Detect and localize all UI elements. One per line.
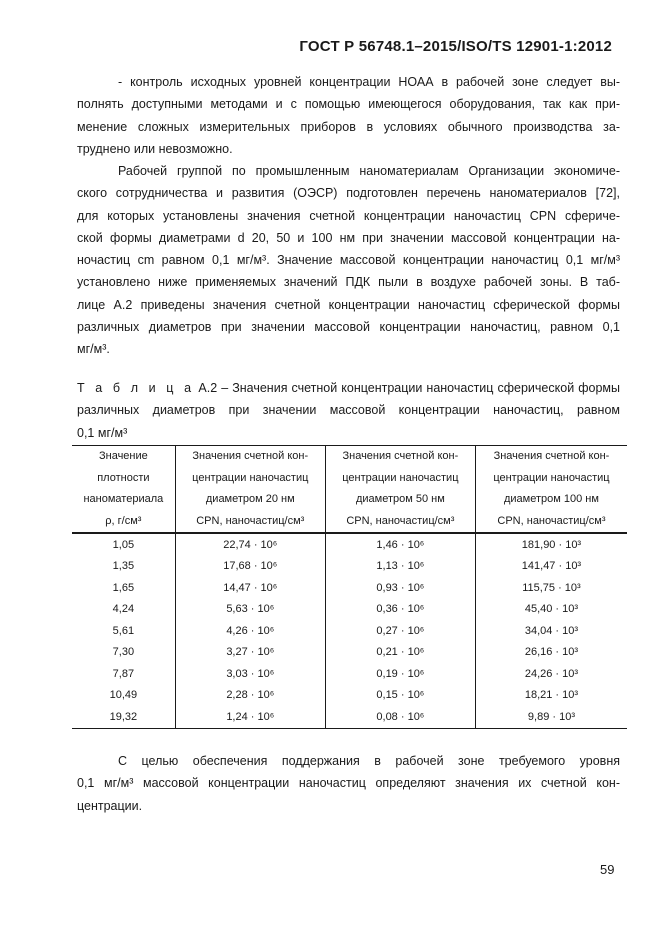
text-line: ской формы диаметрами d 20, 50 и 100 нм при значении массовой концентрации на- <box>77 230 620 245</box>
header-cell-density <box>72 446 175 534</box>
table-cell: 7,87 <box>112 667 135 680</box>
paragraph-3 <box>77 750 620 817</box>
table-cell: 0,19 · 10⁶ <box>325 663 475 685</box>
table-cell: 19,32 <box>72 706 175 729</box>
header-line: центрации наночастиц <box>192 471 309 484</box>
table-cell: 1,24 · 10⁶ <box>175 706 325 729</box>
table-cell: 181,90 · 10³ <box>475 533 627 556</box>
header-line: диаметром 20 нм <box>205 493 295 505</box>
text-line: ночастиц cm равном 0,1 мг/м³. Значение массовой концентрации наночастиц 0,1 мг/м³ <box>77 253 620 268</box>
table-cell: 115,75 · 10³ <box>475 577 627 599</box>
document-header: ГОСТ Р 56748.1–2015/ISO/TS 12901-1:2012 <box>299 38 612 55</box>
header-cell-50nm <box>325 446 475 534</box>
header-line: диаметром 50 нм <box>355 493 445 505</box>
caption-line: различных диаметров при значении массовой концентрации наночастиц, равном <box>77 403 620 418</box>
table-cell: 34,04 · 10³ <box>475 620 627 642</box>
text-line: лице А.2 приведены значения счетной концентрации наночастиц сферической формы <box>77 297 620 312</box>
table-cell: 1,65 <box>112 581 135 594</box>
table-cell: 0,27 · 10⁶ <box>325 620 475 642</box>
header-cell-20nm <box>175 446 325 534</box>
table-cell: 26,16 · 10³ <box>475 642 627 664</box>
table-row <box>72 556 627 578</box>
header-line: центрации наночастиц <box>342 471 459 484</box>
table-cell: 3,03 · 10⁶ <box>175 663 325 685</box>
table-cell: 22,74 · 10⁶ <box>175 533 325 556</box>
table-cell: 45,40 · 10³ <box>475 599 627 621</box>
paragraph-1 <box>77 71 620 160</box>
table-cell: 5,63 · 10⁶ <box>175 599 325 621</box>
table-cell: 3,27 · 10⁶ <box>175 642 325 664</box>
table-row <box>72 577 627 599</box>
caption-prefix: Т а б л и ц а <box>77 381 195 395</box>
table-cell: 10,49 <box>109 689 138 702</box>
header-line: CPN, наночастиц/см³ <box>497 514 606 527</box>
header-line: диаметром 100 нм <box>503 493 599 505</box>
header-line: Значение <box>98 450 148 462</box>
table-row <box>72 620 627 642</box>
table-cell: 4,26 · 10⁶ <box>175 620 325 642</box>
table-cell: 0,08 · 10⁶ <box>325 706 475 729</box>
header-line: Значения счетной кон- <box>493 450 610 462</box>
table-cell: 7,30 <box>112 646 135 659</box>
text-line: С целью обеспечения поддержания в рабочей зоне требуемого уровня <box>118 754 620 768</box>
caption-line <box>77 377 620 399</box>
paragraph-2 <box>77 160 620 361</box>
table-row <box>72 599 627 621</box>
table-cell: 0,36 · 10⁶ <box>325 599 475 621</box>
table-caption <box>77 377 620 444</box>
header-line: центрации наночастиц <box>493 471 610 484</box>
table-cell: 4,24 <box>112 603 135 616</box>
data-table <box>72 445 627 729</box>
text-line: ского сотрудничества и развития (ОЭСР) подготовлен перечень наноматериалов [72], <box>77 186 620 201</box>
table-cell: 0,93 · 10⁶ <box>325 577 475 599</box>
table-cell: 18,21 · 10³ <box>475 685 627 707</box>
table-cell: 141,47 · 10³ <box>475 556 627 578</box>
table-row <box>72 663 627 685</box>
table-cell: 2,28 · 10⁶ <box>175 685 325 707</box>
text-line: установлено ниже применяемых значений ПДК пыли в воздухе рабочей зоны. В таб- <box>77 275 620 290</box>
table-cell: 17,68 · 10⁶ <box>175 556 325 578</box>
table-cell: 1,05 <box>112 538 135 551</box>
table-row <box>72 706 627 729</box>
text-line: для которых установлены значения счетной концентрации наночастиц CPN сфериче- <box>77 208 620 223</box>
text-line: менение сложных измерительных приборов в условиях обычного производства за- <box>77 119 620 134</box>
header-line: CPN, наночастиц/см³ <box>346 514 455 527</box>
header-cell-100nm <box>475 446 627 534</box>
text-line: Рабочей группой по промышленным наноматериалам Организации экономиче- <box>118 164 620 178</box>
table-cell: 9,89 · 10³ <box>475 706 627 729</box>
header-line: CPN, наночастиц/см³ <box>196 514 305 527</box>
caption-text: А.2 – Значения счетной концентрации наночастиц сферической формы <box>194 381 620 395</box>
text-line: труднено или невозможно. <box>77 141 233 156</box>
table-cell: 24,26 · 10³ <box>475 663 627 685</box>
table-cell: 0,21 · 10⁶ <box>325 642 475 664</box>
table-row <box>72 533 627 556</box>
text-line: центрации. <box>77 798 143 813</box>
table-row <box>72 642 627 664</box>
header-line: плотности <box>97 471 150 484</box>
table-cell: 14,47 · 10⁶ <box>175 577 325 599</box>
page-number: 59 <box>600 862 615 877</box>
text-line: - контроль исходных уровней концентрации НОАА в рабочей зоне следует вы- <box>118 75 620 89</box>
table-cell: 1,35 <box>112 560 135 573</box>
header-line: Значения счетной кон- <box>342 450 459 462</box>
header-line: ρ, г/см³ <box>105 514 142 527</box>
text-line: различных диаметров при значении массовой концентрации наночастиц, равном 0,1 <box>77 320 620 335</box>
text-line: полнять доступными методами и с помощью имеющегося оборудования, так как при- <box>77 97 620 112</box>
table-cell: 1,13 · 10⁶ <box>325 556 475 578</box>
table-cell: 1,46 · 10⁶ <box>325 533 475 556</box>
text-line: мг/м³. <box>77 342 110 357</box>
table-header-row <box>72 446 627 534</box>
header-line: Значения счетной кон- <box>192 450 309 462</box>
table-cell: 0,15 · 10⁶ <box>325 685 475 707</box>
table-cell: 5,61 <box>112 624 135 637</box>
text-line: 0,1 мг/м³ массовой концентрации наночастиц определяют значения их счетной кон- <box>77 776 620 791</box>
table-row <box>72 685 627 707</box>
caption-line: 0,1 мг/м³ <box>77 425 128 440</box>
header-line: наноматериала <box>83 493 164 505</box>
